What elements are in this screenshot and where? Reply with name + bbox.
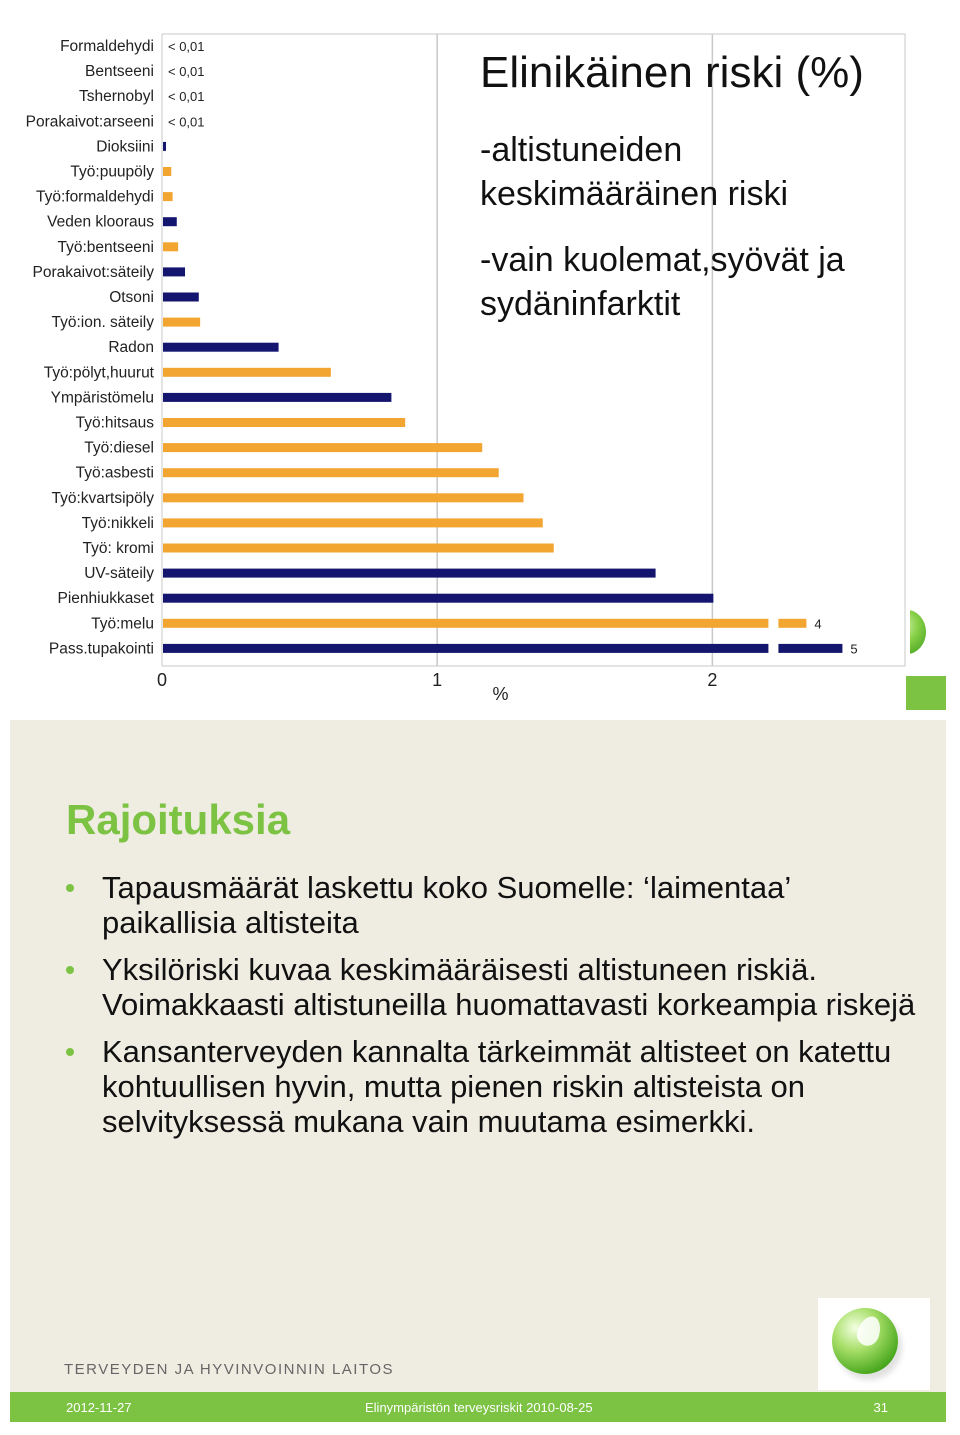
data-bar <box>163 569 656 578</box>
data-bar <box>163 418 405 427</box>
bullet-text: Tapausmäärät laskettu koko Suomelle: ‘laimentaa’ paikallisia altisteita <box>102 870 791 940</box>
data-bar-broken-part <box>778 644 842 653</box>
axis-break-mark <box>771 614 775 632</box>
category-label: Työ: kromi <box>82 540 154 557</box>
bullet-text: Yksilöriski kuvaa keskimääräisesti altistuneen riskiä. Voimakkaasti altistuneilla huomattavasti korkeampia riskejä <box>102 952 916 1022</box>
chart-subtitle-2: -vain kuolemat,syövät ja sydäninfarktit <box>480 241 845 323</box>
category-label: Otsoni <box>109 289 154 306</box>
data-bar <box>163 167 171 176</box>
data-bar <box>163 293 199 302</box>
data-value-label: < 0,01 <box>168 114 205 130</box>
x-tick-label: 1 <box>432 670 443 690</box>
category-label: Pienhiukkaset <box>57 590 154 608</box>
category-label: Työ:nikkeli <box>81 514 154 532</box>
bullet-item <box>66 870 916 940</box>
category-label: Työ:ion. säteily <box>51 314 154 332</box>
data-value-label: < 0,01 <box>168 89 205 105</box>
category-label: UV-säteily <box>84 565 154 583</box>
slide-edge-logo-fragment <box>910 592 938 676</box>
bullet-dot-icon <box>66 966 74 974</box>
category-label: Tshernobyl <box>79 88 154 106</box>
data-bar <box>163 368 331 377</box>
footer-bar <box>10 1392 946 1422</box>
category-label: Työ:melu <box>91 615 154 633</box>
organization-name: TERVEYDEN JA HYVINVOINNIN LAITOS <box>64 1361 395 1378</box>
data-bar <box>163 192 173 201</box>
data-bar <box>163 318 200 327</box>
category-label: Työ:pölyt,huurut <box>43 364 154 382</box>
category-label: Pass.tupakointi <box>48 640 154 658</box>
data-bar <box>163 267 185 276</box>
bullet-dot-icon <box>66 1048 74 1056</box>
category-label: Ympäristömelu <box>50 389 154 407</box>
category-label: Työ:hitsaus <box>75 414 154 432</box>
data-bar <box>163 443 482 452</box>
footer-date: 2012-11-27 <box>66 1400 132 1415</box>
data-bar <box>163 242 178 251</box>
data-bar <box>163 493 523 502</box>
chart-title: Elinikäinen riski (%) <box>480 48 864 97</box>
data-value-label: 5 <box>850 641 858 657</box>
data-bar <box>163 343 279 352</box>
slide-edge-green-block <box>906 676 946 710</box>
category-label: Työ:asbesti <box>75 464 154 482</box>
category-label: Bentseeni <box>85 63 154 81</box>
category-label: Työ:kvartsipöly <box>51 489 154 507</box>
x-tick-label: 0 <box>156 670 168 690</box>
category-label: Dioksiini <box>96 138 154 156</box>
category-label: Formaldehydi <box>60 38 154 55</box>
section-title: Rajoituksia <box>66 796 291 843</box>
category-label: Työ:puupöly <box>70 163 154 181</box>
bullet-text: Kansanterveyden kannalta tärkeimmät altisteet on katettu kohtuullisen hyvin, mutta pienen riskin altisteista on selvityksessä mukana vain muutama esimerkki. <box>102 1034 892 1139</box>
data-value-label: 4 <box>814 616 822 632</box>
data-bar <box>163 142 166 151</box>
green-sphere-fragment-icon <box>910 610 926 654</box>
data-bar <box>163 619 768 628</box>
x-axis-label: % <box>492 684 509 704</box>
data-bar <box>163 393 391 402</box>
logo <box>818 1298 930 1390</box>
data-bar <box>163 544 554 553</box>
chart-slide <box>10 6 946 716</box>
axis-break-mark <box>771 639 775 657</box>
x-tick-label: 2 <box>707 670 718 690</box>
category-label: Työ:diesel <box>84 439 154 457</box>
category-label: Veden klooraus <box>47 213 154 231</box>
data-bar <box>163 644 768 653</box>
risk-bar-chart <box>10 6 946 716</box>
category-label: Porakaivot:säteily <box>32 263 154 281</box>
limitations-slide <box>10 720 946 1422</box>
category-label: Työ:bentseeni <box>57 238 154 256</box>
category-label: Radon <box>108 339 154 357</box>
category-label: Työ:formaldehydi <box>35 188 154 206</box>
bullet-item <box>66 1034 916 1139</box>
footer-title: Elinympäristön terveysriskit 2010-08-25 <box>365 1400 593 1415</box>
footer-page-number: 31 <box>873 1400 888 1415</box>
data-bar <box>163 594 713 603</box>
data-bar-broken-part <box>778 619 806 628</box>
data-value-label: < 0,01 <box>168 39 205 54</box>
chart-subtitle-1: -altistuneiden keskimääräinen riski <box>480 131 788 213</box>
data-bar <box>163 468 499 477</box>
bullet-item <box>66 952 916 1022</box>
data-value-label: < 0,01 <box>168 64 205 80</box>
data-bar <box>163 217 177 226</box>
data-bar <box>163 518 543 527</box>
category-label: Porakaivot:arseeni <box>25 113 154 131</box>
bullet-list <box>66 870 916 1151</box>
bullet-dot-icon <box>66 884 74 892</box>
